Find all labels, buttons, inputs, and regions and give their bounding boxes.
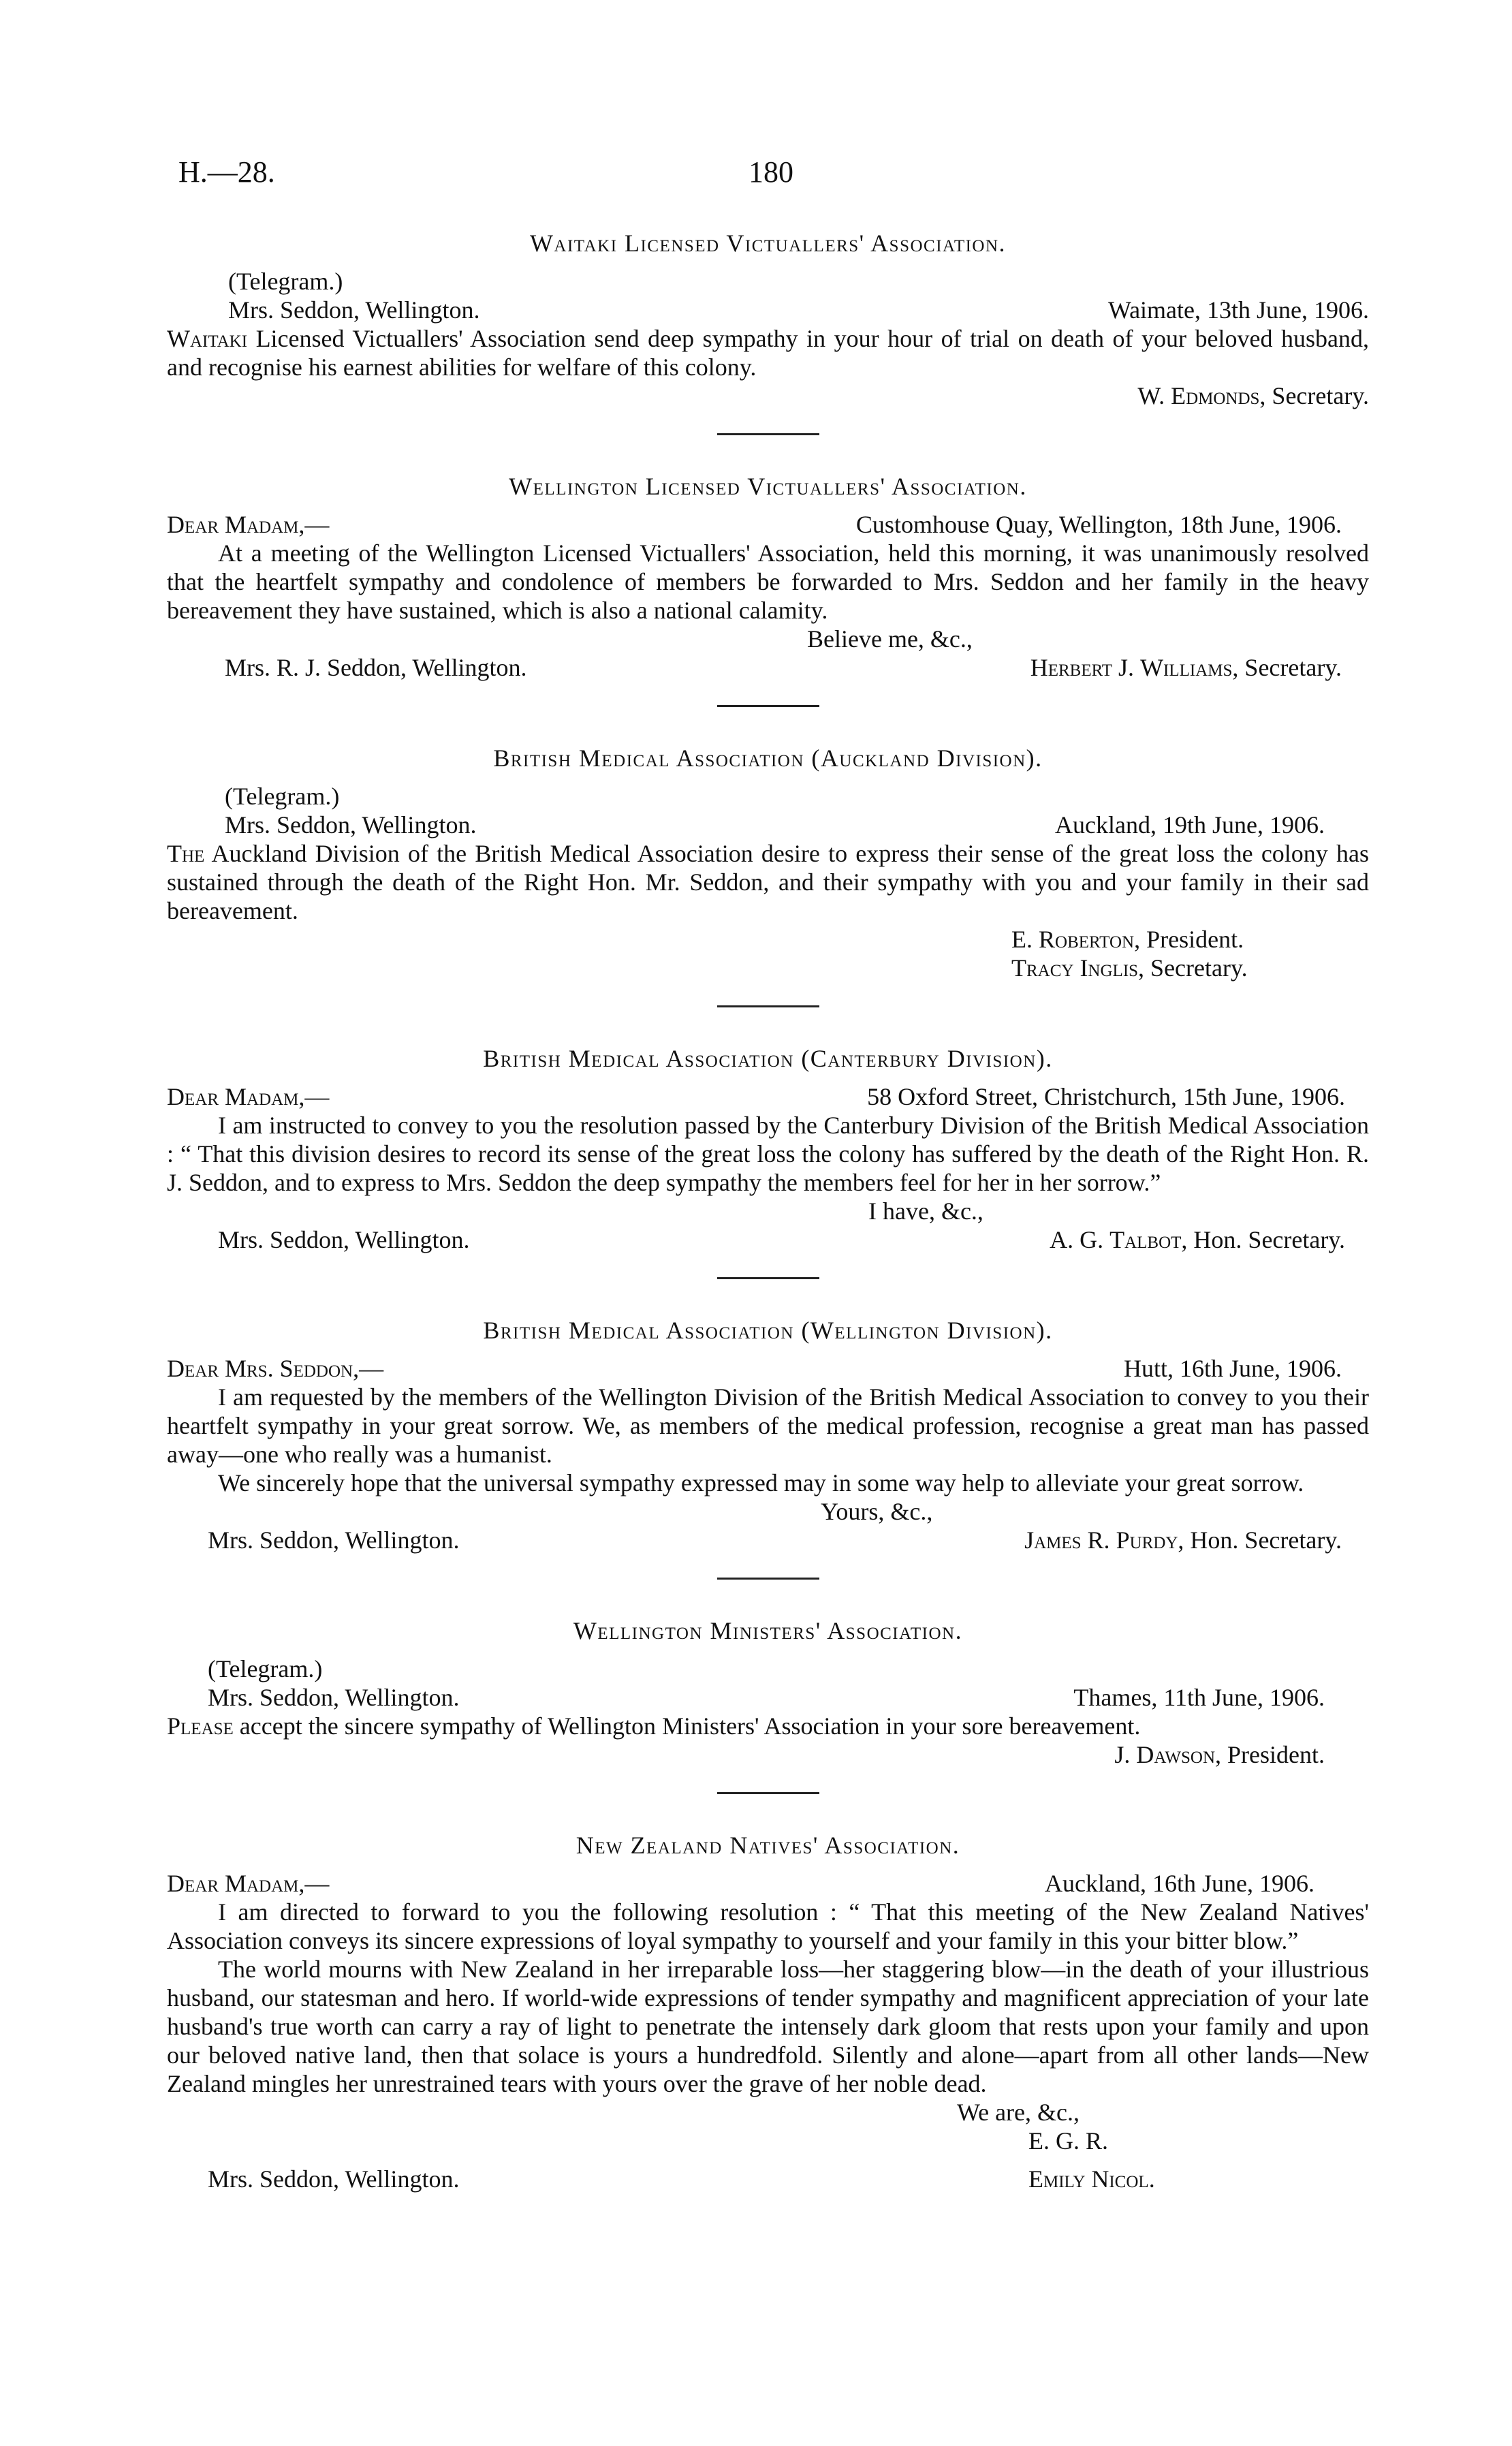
signature: James R. Purdy, Hon. Secretary. [1024, 1526, 1342, 1554]
addressee: Mrs. Seddon, Wellington. [228, 296, 480, 324]
salutation: Dear Madam,— [167, 1870, 330, 1897]
salutation: Dear Madam,— [167, 511, 330, 538]
addressee: Mrs. Seddon, Wellington. [225, 811, 477, 838]
section-divider [717, 1792, 819, 1794]
document-reference: H.—28. [178, 155, 275, 189]
initials: E. G. R. [1028, 2127, 1108, 2154]
section-divider [717, 1578, 819, 1580]
salutation: Dear Madam,— [167, 1083, 330, 1110]
dateline: Waimate, 13th June, 1906. [1107, 296, 1369, 324]
addressee: Mrs. Seddon, Wellington. [208, 1526, 460, 1554]
section-bma-wellington [167, 1316, 1369, 1580]
letter-body: I am instructed to convey to you the resolution passed by the Canterbury Division of the British Medical Association : “ That this division desires to record its sense of the great loss the colony has suffered by the death of the Right Hon. R. J. Seddon, and to express to Mrs. Seddon the deep sympathy the members feel for her in her sorrow.” [167, 1112, 1369, 1196]
page-content [167, 229, 1369, 2193]
section-divider [717, 705, 819, 707]
section-ministers [167, 1616, 1369, 1794]
page-number: 180 [749, 155, 793, 189]
section-divider [717, 1005, 819, 1007]
closing: We are, &c., [957, 2099, 1080, 2126]
letter-body-continued: We sincerely hope that the universal sympathy expressed may in some way help to alleviate your great sorrow. [218, 1469, 1304, 1496]
salutation: Dear Mrs. Seddon,— [167, 1355, 384, 1382]
page-header [178, 155, 1364, 196]
section-title: British Medical Association (Wellington Division). [483, 1317, 1053, 1344]
section-title: Waitaki Licensed Victuallers' Association. [529, 230, 1007, 257]
addressee: Mrs. Seddon, Wellington. [208, 1684, 460, 1711]
section-natives [167, 1831, 1369, 2193]
section-divider [717, 1277, 819, 1279]
section-title: British Medical Association (Canterbury Division). [483, 1045, 1053, 1072]
letter-body: Waitaki Licensed Victuallers' Association send deep sympathy in your hour of trial on death of your beloved husband, and recognise his earnest abilities for welfare of this colony. [167, 325, 1369, 381]
signature-secretary: Tracy Inglis, Secretary. [1011, 954, 1248, 982]
dateline: Auckland, 19th June, 1906. [1055, 811, 1325, 838]
section-divider [717, 433, 819, 435]
addressee: Mrs. Seddon, Wellington. [218, 1226, 470, 1253]
addressee: Mrs. R. J. Seddon, Wellington. [225, 654, 527, 681]
telegram-label: (Telegram.) [208, 1655, 323, 1682]
letter-body-continued: The world mourns with New Zealand in her irreparable loss—her staggering blow—in the death of your illustrious husband, our statesman and hero. If world-wide expressions of tender sympathy and magnificent appreciation of your late husband's true worth can carry a ray of light to penetrate the intensely dark gloom that rests upon your family and upon our beloved native land, then that solace is yours a hundredfold. Silently and alone—apart from all other lands—New Zealand mingles her unrestrained tears with yours over the grave of her noble dead. [167, 1956, 1369, 2097]
dateline: Hutt, 16th June, 1906. [1124, 1355, 1342, 1382]
signature: Herbert J. Williams, Secretary. [1030, 654, 1342, 681]
letter-body: I am directed to forward to you the following resolution : “ That this meeting of the New Zealand Natives' Association conveys its sincere expressions of loyal sympathy to yourself and your family in this your bitter blow.” [167, 1898, 1369, 1954]
signature: J. Dawson, President. [1114, 1741, 1325, 1768]
addressee: Mrs. Seddon, Wellington. [208, 2165, 460, 2193]
closing: Yours, &c., [821, 1498, 933, 1525]
dateline: Thames, 11th June, 1906. [1073, 1684, 1325, 1711]
signature: W. Edmonds, Secretary. [1137, 382, 1369, 409]
section-bma-auckland [167, 744, 1369, 1007]
dateline: Customhouse Quay, Wellington, 18th June, 1906. [855, 511, 1342, 538]
section-wellington-victuallers [167, 472, 1369, 707]
section-title: British Medical Association (Auckland Division). [493, 744, 1043, 772]
section-waitaki [167, 229, 1369, 435]
closing: Believe me, &c., [807, 625, 973, 653]
section-title: New Zealand Natives' Association. [576, 1832, 960, 1859]
section-bma-canterbury [167, 1044, 1369, 1279]
dateline: 58 Oxford Street, Christchurch, 15th June, 1906. [867, 1083, 1345, 1110]
signature: A. G. Talbot, Hon. Secretary. [1050, 1226, 1345, 1253]
letter-body: Please accept the sincere sympathy of Wellington Ministers' Association in your sore bereavement. [167, 1712, 1141, 1740]
telegram-label: (Telegram.) [228, 268, 343, 295]
letter-body: I am requested by the members of the Wellington Division of the British Medical Association to convey to you their heartfelt sympathy in your great sorrow. We, as members of the medical profession, recognise a great man has passed away—one who really was a humanist. [167, 1383, 1369, 1468]
dateline: Auckland, 16th June, 1906. [1045, 1870, 1314, 1897]
telegram-label: (Telegram.) [225, 783, 340, 810]
letter-body: At a meeting of the Wellington Licensed Victuallers' Association, held this morning, it was unanimously resolved that the heartfelt sympathy and condolence of members be forwarded to Mrs. Seddon and her family in the heavy bereavement they have sustained, which is also a national calamity. [167, 539, 1369, 624]
signature: Emily Nicol. [1028, 2165, 1155, 2193]
signature-president: E. Roberton, President. [1011, 926, 1244, 953]
section-title: Wellington Ministers' Association. [573, 1617, 963, 1644]
closing: I have, &c., [868, 1197, 983, 1225]
letter-body: The Auckland Division of the British Medical Association desire to express their sense of the great loss the colony has sustained through the death of the Right Hon. Mr. Seddon, and their sympathy with you and your family in their sad bereavement. [167, 840, 1369, 924]
section-title: Wellington Licensed Victuallers' Association. [509, 473, 1027, 500]
